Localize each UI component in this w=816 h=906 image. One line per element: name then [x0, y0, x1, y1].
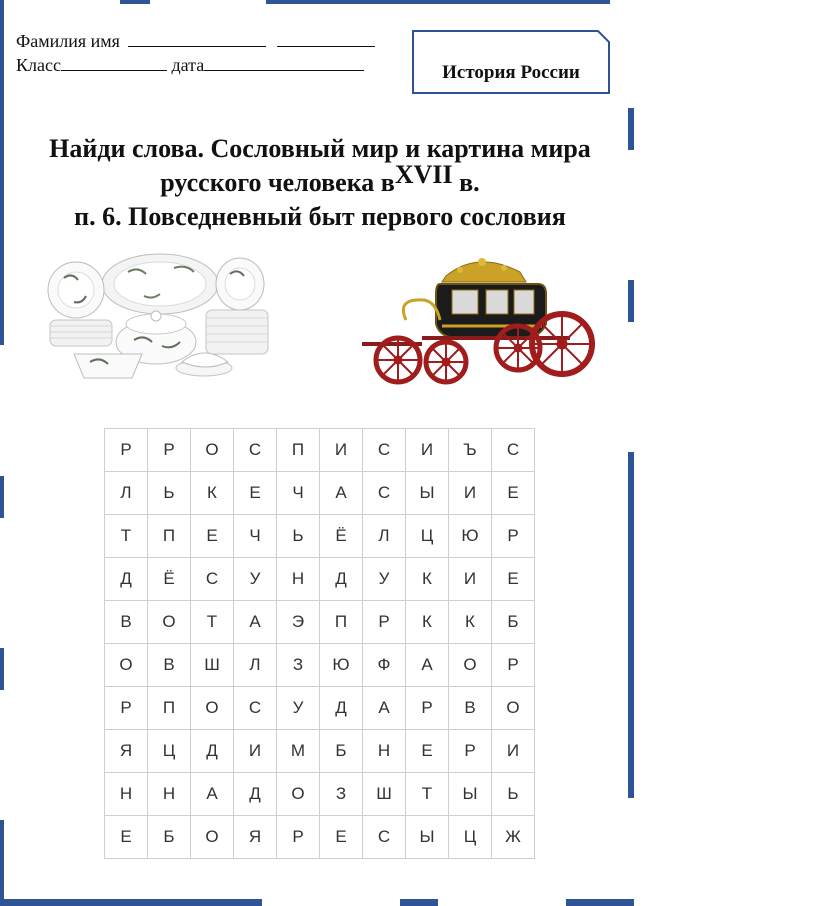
grid-cell[interactable]: Е [492, 472, 535, 515]
grid-cell[interactable]: Р [363, 601, 406, 644]
grid-row [105, 644, 535, 687]
grid-row [105, 515, 535, 558]
grid-cell[interactable]: Е [320, 816, 363, 859]
grid-cell[interactable]: Е [105, 816, 148, 859]
grid-cell[interactable]: Я [234, 816, 277, 859]
grid-cell[interactable]: Н [148, 773, 191, 816]
grid-cell[interactable]: А [234, 601, 277, 644]
date-label: дата [171, 55, 205, 75]
grid-cell[interactable]: К [449, 601, 492, 644]
grid-cell[interactable]: С [492, 429, 535, 472]
border-bar-bottom-1 [0, 899, 262, 906]
grid-cell[interactable]: Б [148, 816, 191, 859]
grid-cell[interactable]: Н [105, 773, 148, 816]
surname-field[interactable] [128, 30, 266, 47]
grid-row [105, 816, 535, 859]
grid-cell[interactable]: С [363, 429, 406, 472]
border-bar-left-2 [0, 476, 4, 518]
grid-cell[interactable]: Ю [320, 644, 363, 687]
grid-cell[interactable]: Л [234, 644, 277, 687]
grid-cell[interactable]: Е [492, 558, 535, 601]
grid-row [105, 558, 535, 601]
grid-cell[interactable]: Я [105, 730, 148, 773]
title-line-2-pre: русского человека в [160, 168, 395, 197]
grid-cell[interactable]: В [148, 644, 191, 687]
grid-cell[interactable]: Б [492, 601, 535, 644]
dish-set-image [44, 250, 274, 388]
grid-cell[interactable]: Ь [277, 515, 320, 558]
grid-cell[interactable]: А [191, 773, 234, 816]
grid-cell[interactable]: Р [492, 644, 535, 687]
class-label: Класс [16, 55, 61, 75]
grid-cell[interactable]: И [449, 472, 492, 515]
grid-cell[interactable]: О [191, 429, 234, 472]
date-field[interactable] [204, 54, 364, 71]
border-bar-top-2 [266, 0, 610, 4]
grid-cell[interactable]: Т [105, 515, 148, 558]
carriage-image [362, 254, 598, 388]
grid-cell[interactable]: Р [406, 687, 449, 730]
grid-cell[interactable]: Б [320, 730, 363, 773]
grid-cell[interactable]: О [105, 644, 148, 687]
grid-cell[interactable]: Ж [492, 816, 535, 859]
grid-row [105, 773, 535, 816]
grid-cell[interactable]: Ы [449, 773, 492, 816]
grid-cell[interactable]: В [105, 601, 148, 644]
title-line-1 [0, 132, 640, 166]
grid-cell[interactable]: Р [449, 730, 492, 773]
grid-cell[interactable]: П [277, 429, 320, 472]
border-bar-bottom-2 [400, 899, 438, 906]
grid-cell[interactable]: И [406, 429, 449, 472]
grid-cell[interactable]: Ь [148, 472, 191, 515]
grid-cell[interactable]: Э [277, 601, 320, 644]
grid-row [105, 429, 535, 472]
class-field[interactable] [61, 54, 167, 71]
grid-cell[interactable]: О [277, 773, 320, 816]
grid-cell[interactable]: Е [406, 730, 449, 773]
firstname-field[interactable] [277, 30, 375, 47]
title-line-2 [0, 160, 640, 200]
grid-cell[interactable]: Ю [449, 515, 492, 558]
grid-cell[interactable]: В [449, 687, 492, 730]
grid-cell[interactable]: Ы [406, 816, 449, 859]
title-line-3 [0, 200, 640, 234]
century-label: XVII [394, 160, 453, 189]
grid-cell[interactable]: Ё [320, 515, 363, 558]
grid-cell[interactable]: С [363, 472, 406, 515]
grid-cell[interactable]: К [191, 472, 234, 515]
grid-cell[interactable]: С [234, 687, 277, 730]
subject-box [412, 30, 610, 94]
grid-cell[interactable]: У [277, 687, 320, 730]
grid-cell[interactable]: Е [191, 515, 234, 558]
title-line-3-text: п. 6. Повседневный быт первого сословия [74, 202, 566, 231]
grid-cell[interactable]: Д [105, 558, 148, 601]
grid-row [105, 730, 535, 773]
grid-cell[interactable]: З [277, 644, 320, 687]
grid-cell[interactable]: Ч [277, 472, 320, 515]
grid-cell[interactable]: С [234, 429, 277, 472]
grid-row [105, 472, 535, 515]
grid-cell[interactable]: Р [148, 429, 191, 472]
grid-cell[interactable]: Н [363, 730, 406, 773]
grid-cell[interactable]: Н [277, 558, 320, 601]
grid-cell[interactable]: Р [105, 429, 148, 472]
grid-cell[interactable]: И [492, 730, 535, 773]
grid-cell[interactable]: М [277, 730, 320, 773]
grid-cell[interactable]: А [363, 687, 406, 730]
word-search-grid [104, 428, 535, 859]
grid-cell[interactable]: П [148, 687, 191, 730]
class-line [16, 54, 364, 76]
grid-cell[interactable]: А [406, 644, 449, 687]
grid-cell[interactable]: Ц [406, 515, 449, 558]
border-bar-top-1 [120, 0, 150, 4]
grid-cell[interactable]: К [406, 601, 449, 644]
grid-cell[interactable]: Е [234, 472, 277, 515]
grid-cell[interactable]: Л [363, 515, 406, 558]
title-line-1-text: Найди слова. Сословный мир и картина мира [49, 134, 591, 163]
grid-cell[interactable]: У [363, 558, 406, 601]
grid-cell[interactable]: С [191, 558, 234, 601]
grid-cell[interactable]: К [406, 558, 449, 601]
border-bar-bottom-3 [566, 899, 634, 906]
grid-cell[interactable]: П [148, 515, 191, 558]
grid-cell[interactable]: И [449, 558, 492, 601]
grid-cell[interactable]: Ц [148, 730, 191, 773]
name-label: Фамилия имя [16, 31, 120, 51]
grid-cell[interactable]: Ш [191, 644, 234, 687]
grid-cell[interactable]: Ъ [449, 429, 492, 472]
grid-cell[interactable]: Ф [363, 644, 406, 687]
grid-cell[interactable]: Т [191, 601, 234, 644]
grid-cell[interactable]: Д [234, 773, 277, 816]
grid-cell[interactable]: Р [277, 816, 320, 859]
grid-cell[interactable]: Ь [492, 773, 535, 816]
grid-cell[interactable]: Ё [148, 558, 191, 601]
grid-cell[interactable]: И [320, 429, 363, 472]
grid-cell[interactable]: Ц [449, 816, 492, 859]
grid-cell[interactable]: З [320, 773, 363, 816]
grid-cell[interactable]: Д [191, 730, 234, 773]
grid-row [105, 601, 535, 644]
border-bar-left-3 [0, 648, 4, 690]
grid-row [105, 687, 535, 730]
grid-cell[interactable]: У [234, 558, 277, 601]
grid-cell[interactable]: И [234, 730, 277, 773]
grid-cell[interactable]: Д [320, 687, 363, 730]
grid-cell[interactable]: Ы [406, 472, 449, 515]
grid-cell[interactable]: О [148, 601, 191, 644]
name-line [16, 30, 375, 52]
grid-cell[interactable]: О [449, 644, 492, 687]
border-bar-left-4 [0, 820, 4, 906]
border-bar-right-2 [628, 280, 634, 322]
grid-cell[interactable]: Ш [363, 773, 406, 816]
grid-cell[interactable]: Т [406, 773, 449, 816]
grid-cell[interactable]: Р [105, 687, 148, 730]
grid-cell[interactable]: Л [105, 472, 148, 515]
title-line-2-post: в. [459, 168, 480, 197]
grid-cell[interactable]: А [320, 472, 363, 515]
grid-cell[interactable]: О [191, 816, 234, 859]
grid-cell[interactable]: Р [492, 515, 535, 558]
grid-cell[interactable]: С [363, 816, 406, 859]
grid-cell[interactable]: О [492, 687, 535, 730]
border-bar-right-3 [628, 452, 634, 798]
grid-cell[interactable]: Ч [234, 515, 277, 558]
grid-cell[interactable]: О [191, 687, 234, 730]
grid-cell[interactable]: П [320, 601, 363, 644]
subject-label: История России [442, 62, 580, 83]
grid-cell[interactable]: Д [320, 558, 363, 601]
